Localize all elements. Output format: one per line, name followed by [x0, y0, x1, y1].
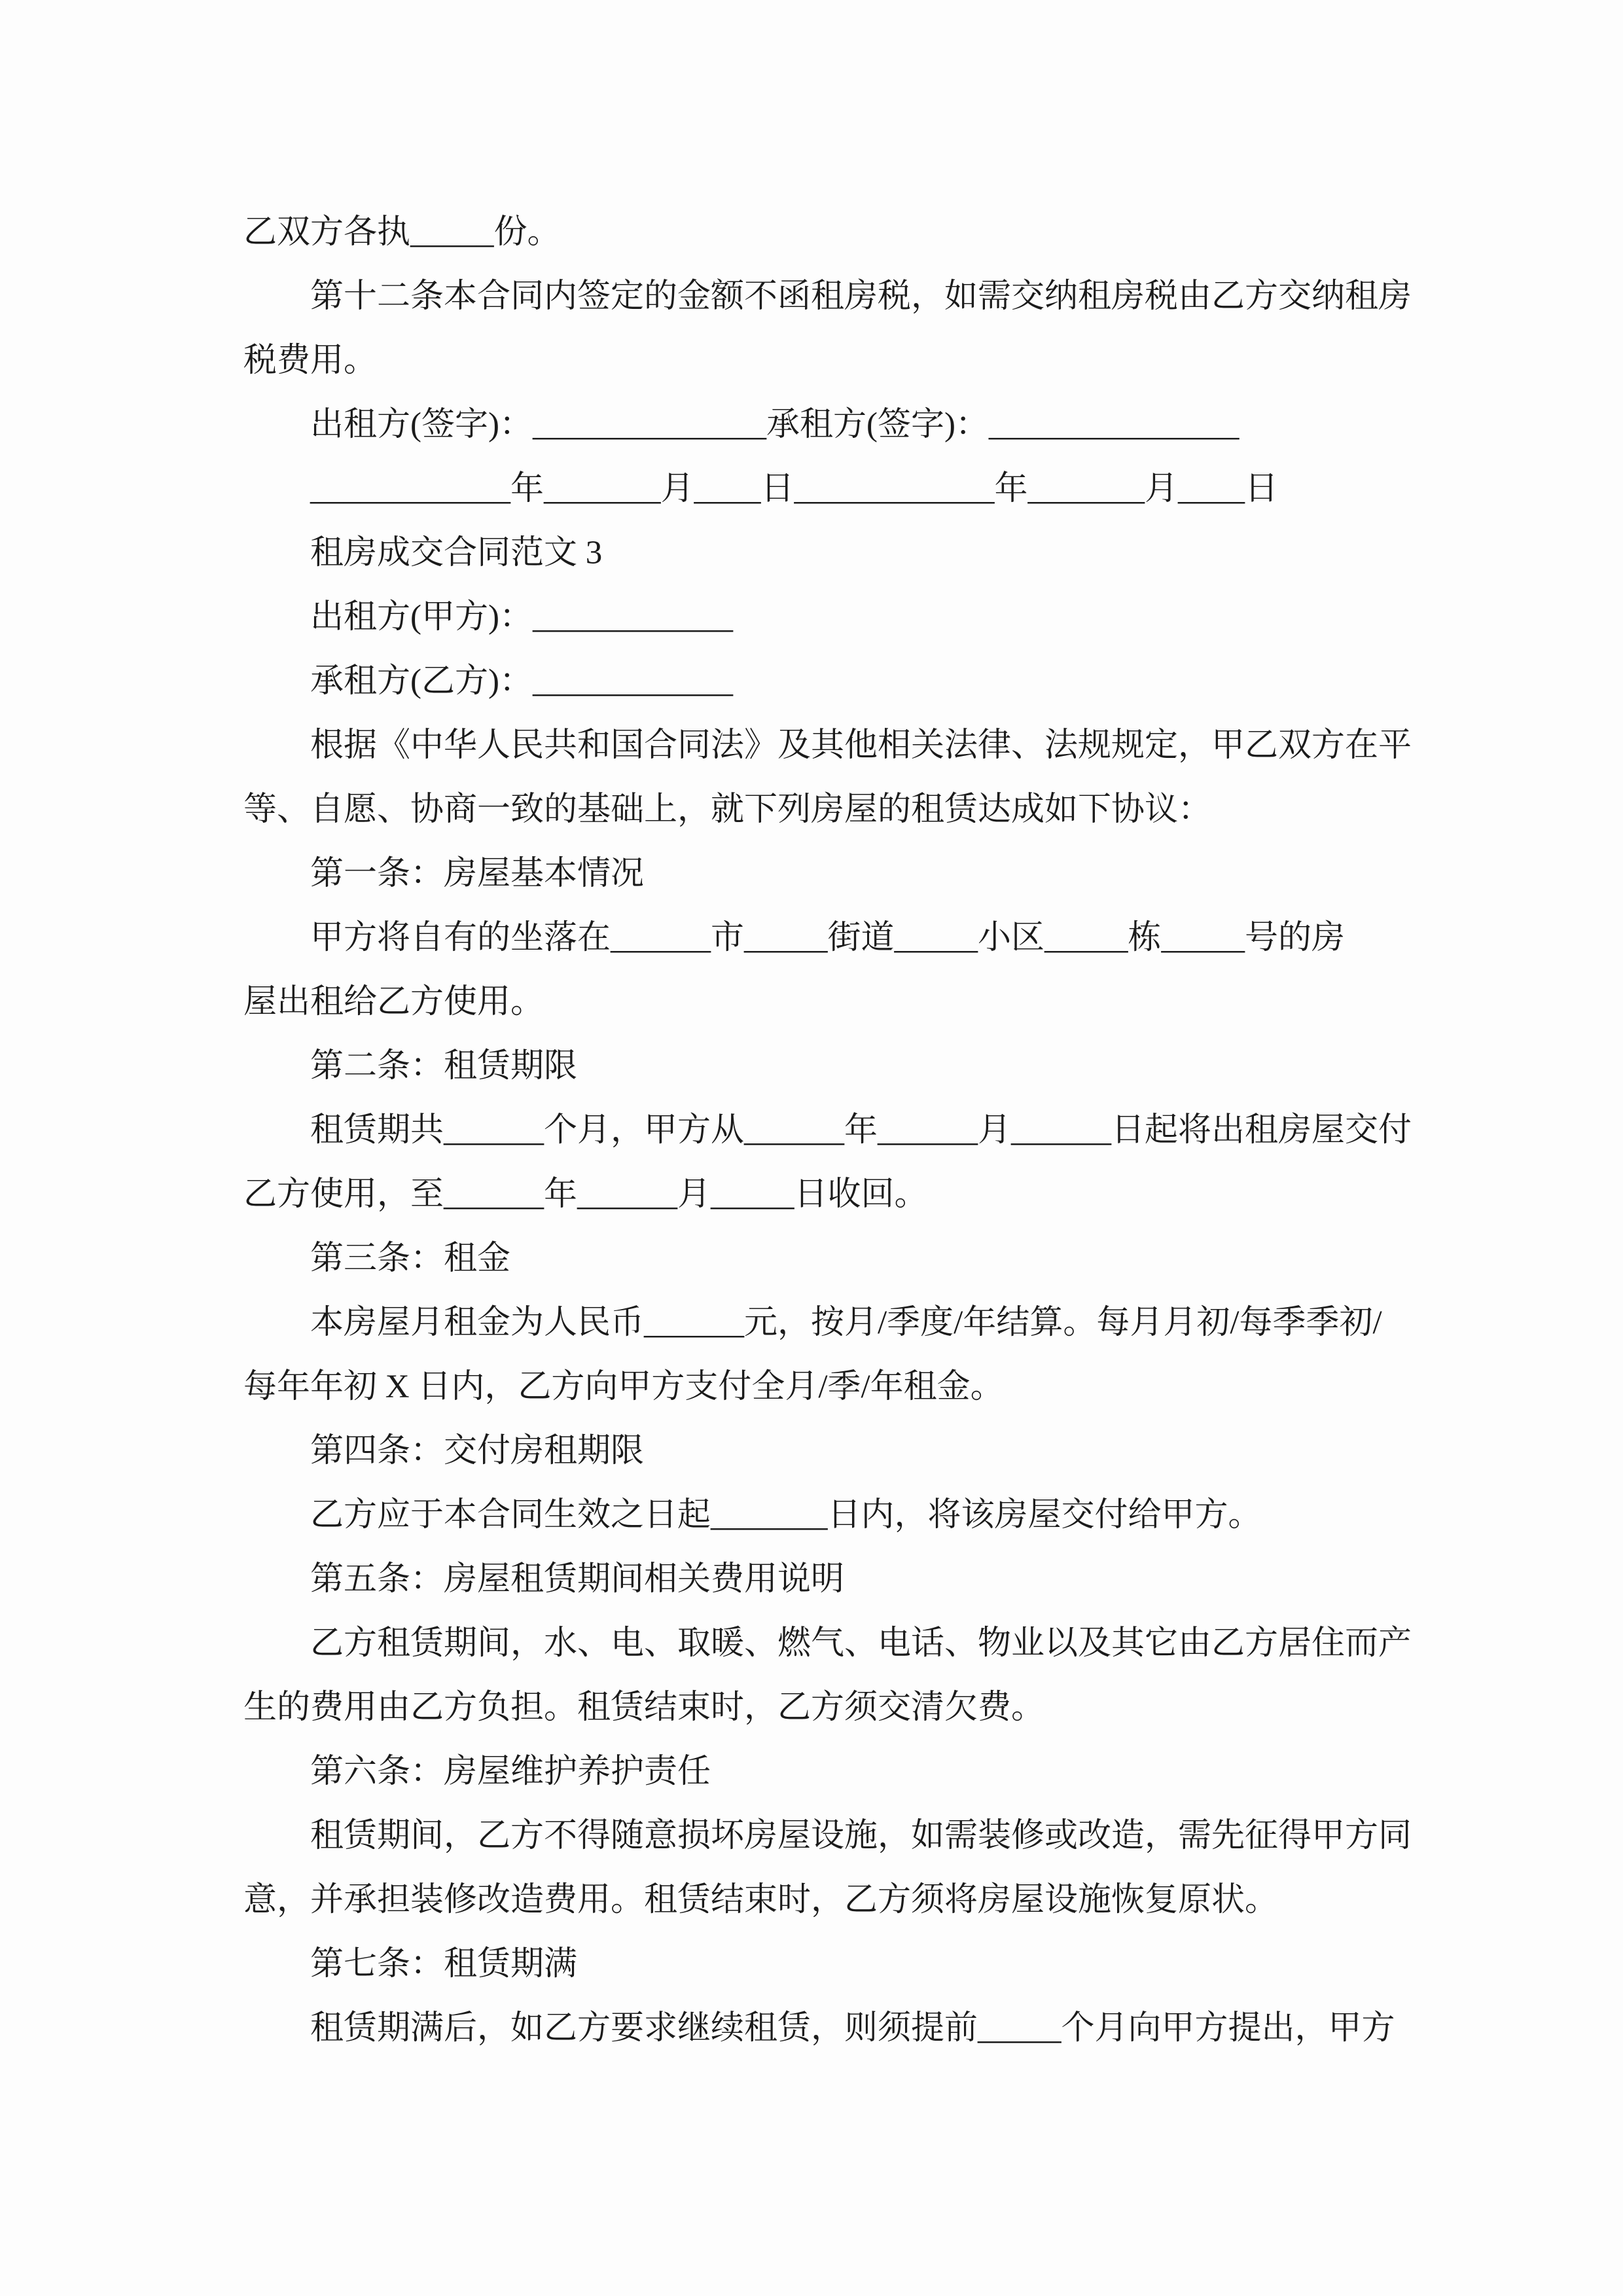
document-title: 租房成交合同范文 3 — [310, 535, 603, 571]
document-line: 租赁期满后，如乙方要求继续租赁，则须提前_____个月向甲方提出，甲方 — [310, 2010, 1395, 2047]
clause-heading-line: 第二条：租赁期限 — [310, 1048, 578, 1085]
document-line: 第十二条本合同内签定的金额不函租房税，如需交纳租房税由乙方交纳租房 — [310, 278, 1412, 315]
document-line: 本房屋月租金为人民币______元，按月/季度/年结算。每月月初/每季季初/ — [310, 1304, 1382, 1341]
document-line: 每年年初 X 日内，乙方向甲方支付全月/季/年租金。 — [243, 1369, 1004, 1405]
document-line: 根据《中华人民共和国合同法》及其他相关法律、法规规定，甲乙双方在平 — [310, 727, 1412, 764]
document-line: 乙方应于本合同生效之日起_______日内，将该房屋交付给甲方。 — [310, 1497, 1262, 1534]
document-line: 生的费用由乙方负担。租赁结束时，乙方须交清欠费。 — [243, 1689, 1045, 1726]
document-line: 承租方(乙方)：____________ — [310, 663, 733, 700]
clause-heading-line: 第一条：房屋基本情况 — [310, 855, 645, 892]
document-line: 乙双方各执_____份。 — [243, 214, 561, 251]
document-line: 税费用。 — [243, 342, 378, 379]
document-line: 甲方将自有的坐落在______市_____街道_____小区_____栋_____号的房 — [310, 920, 1346, 956]
clause-heading-line: 第三条：租金 — [310, 1240, 511, 1277]
document-line: 出租方(签字)：______________承租方(签字)：_______________ — [310, 406, 1240, 443]
document-line: 出租方(甲方)：____________ — [310, 599, 733, 636]
clause-heading-line: 第五条：房屋租赁期间相关费用说明 — [310, 1561, 845, 1598]
document-line: 租赁期共______个月，甲方从______年______月______日起将出租房屋交付 — [310, 1112, 1412, 1149]
document-line: 意，并承担装修改造费用。租赁结束时，乙方须将房屋设施恢复原状。 — [243, 1882, 1279, 1918]
clause-heading-line: 第六条：房屋维护养护责任 — [310, 1753, 711, 1790]
document-line: 乙方使用，至______年______月_____日收回。 — [243, 1176, 928, 1213]
clause-heading-line: 第四条：交付房租期限 — [310, 1433, 645, 1469]
document-line: 等、自愿、协商一致的基础上，就下列房屋的租赁达成如下协议： — [243, 791, 1212, 828]
document-line: 屋出租给乙方使用。 — [243, 984, 544, 1020]
document-line: ____________年_______月____日____________年_______月____日 — [310, 471, 1279, 507]
document-line: 乙方租赁期间，水、电、取暖、燃气、电话、物业以及其它由乙方居住而产 — [310, 1625, 1412, 1662]
document-line: 租赁期间，乙方不得随意损坏房屋设施，如需装修或改造，需先征得甲方同 — [310, 1818, 1412, 1854]
clause-heading-line: 第七条：租赁期满 — [310, 1946, 578, 1982]
text-block — [243, 200, 1412, 2060]
